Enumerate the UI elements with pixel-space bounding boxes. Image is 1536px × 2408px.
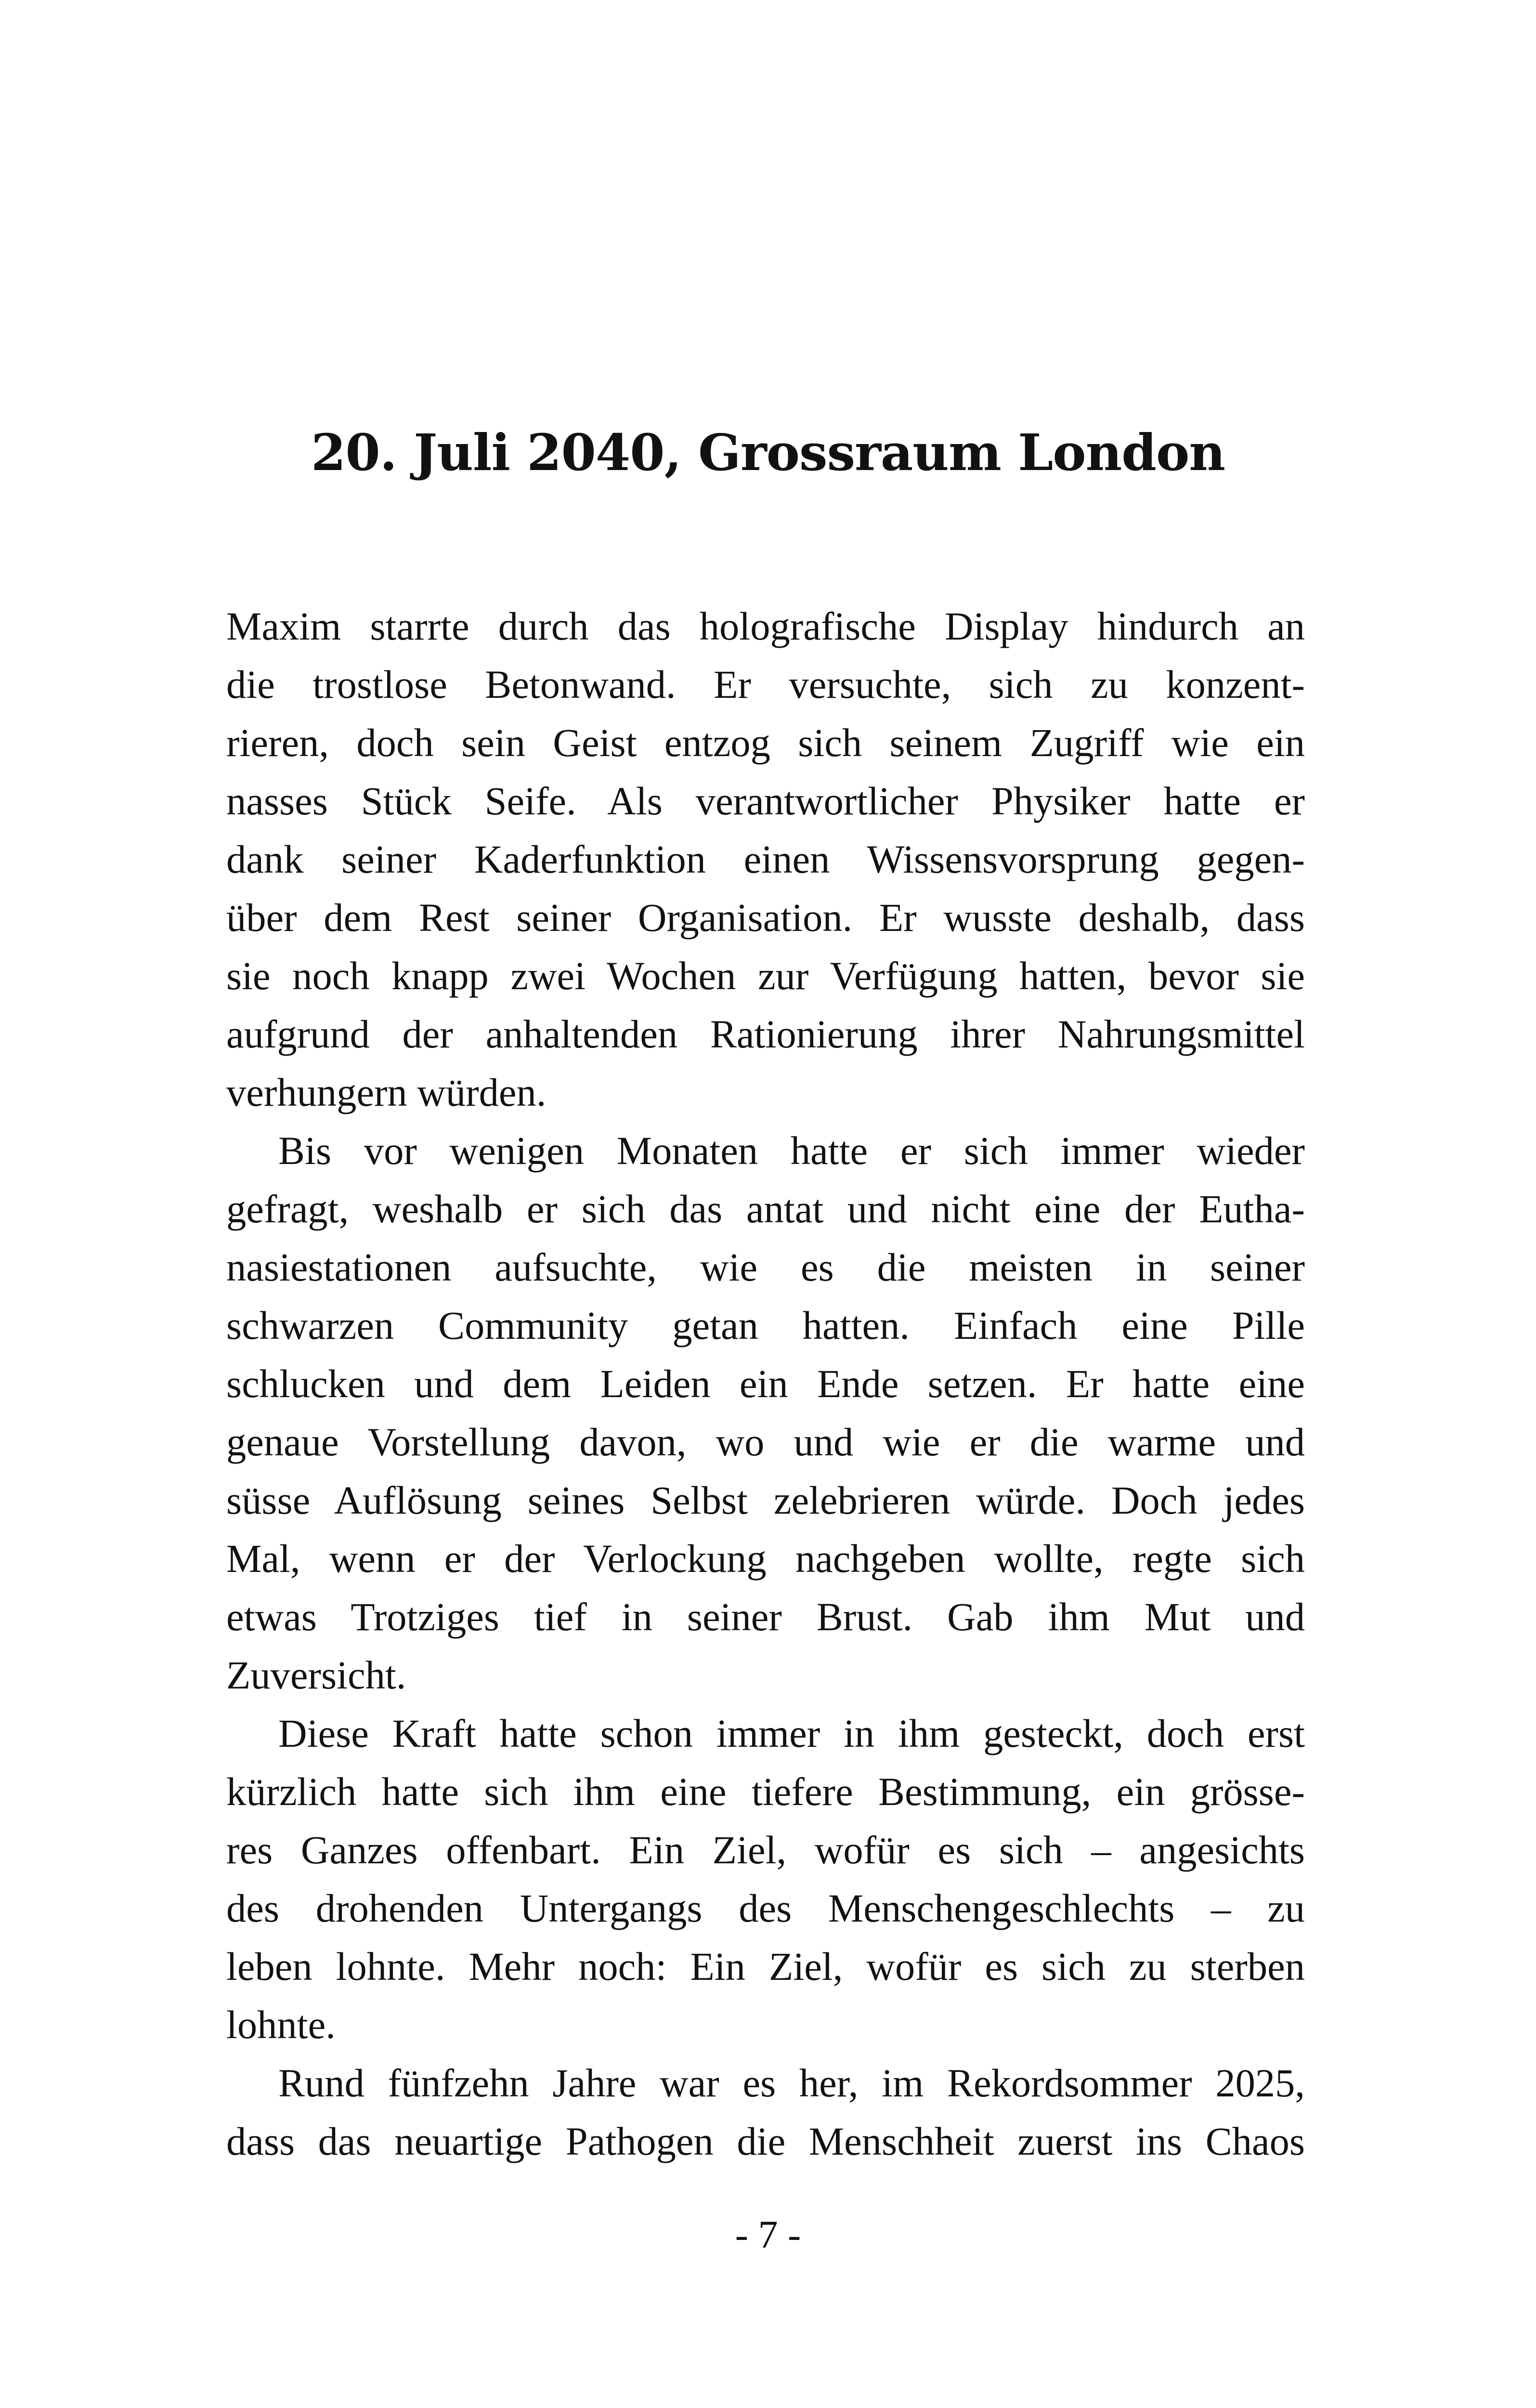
text-line: aufgrund der anhaltenden Rationierung ihrer Nahrungsmittel (226, 1012, 1305, 1056)
text-line: etwas Trotziges tief in seiner Brust. Gab ihm Mut und (226, 1595, 1305, 1639)
chapter-title: 20. Juli 2040, Grossraum London (311, 423, 1225, 482)
text-line: lohnte. (226, 2002, 336, 2047)
text-line: schwarzen Community getan hatten. Einfach eine Pille (226, 1303, 1305, 1348)
text-line: dass das neuartige Pathogen die Menschheit zuerst ins Chaos (226, 2119, 1305, 2163)
text-line: schlucken und dem Leiden ein Ende setzen. Er hatte eine (226, 1361, 1305, 1406)
text-line: des drohenden Untergangs des Menschengeschlechts – zu (226, 1886, 1305, 1930)
text-line: res Ganzes offenbart. Ein Ziel, wofür es sich – angesichts (226, 1828, 1305, 1872)
text-line: gefragt, weshalb er sich das antat und nicht eine der Eutha- (226, 1187, 1305, 1231)
body-text (226, 597, 1305, 2171)
page-number: - 7 - (735, 2212, 801, 2256)
text-line: kürzlich hatte sich ihm eine tiefere Bestimmung, ein grösse- (226, 1769, 1305, 1814)
text-line: genaue Vorstellung davon, wo und wie er die warme und (226, 1420, 1305, 1464)
text-line: sie noch knapp zwei Wochen zur Verfügung hatten, bevor sie (226, 954, 1305, 998)
text-line: verhungern würden. (226, 1070, 547, 1114)
text-line: Mal, wenn er der Verlockung nachgeben wollte, regte sich (226, 1536, 1305, 1581)
text-line: nasses Stück Seife. Als verantwortlicher Physiker hatte er (226, 779, 1305, 823)
text-line: Rund fünfzehn Jahre war es her, im Rekordsommer 2025, (278, 2061, 1305, 2105)
text-line: Maxim starrte durch das holografische Display hindurch an (226, 604, 1305, 648)
text-line: rieren, doch sein Geist entzog sich seinem Zugriff wie ein (226, 720, 1305, 765)
text-line: dank seiner Kaderfunktion einen Wissensvorsprung gegen- (226, 837, 1305, 881)
text-line: süsse Auflösung seines Selbst zelebrieren würde. Doch jedes (226, 1478, 1305, 1522)
text-line: über dem Rest seiner Organisation. Er wusste deshalb, dass (226, 895, 1305, 940)
text-line: Bis vor wenigen Monaten hatte er sich immer wieder (278, 1128, 1305, 1173)
text-line: die trostlose Betonwand. Er versuchte, sich zu konzent- (226, 662, 1305, 707)
text-line: Diese Kraft hatte schon immer in ihm gesteckt, doch erst (278, 1711, 1305, 1755)
text-line: leben lohnte. Mehr noch: Ein Ziel, wofür es sich zu sterben (226, 1944, 1305, 1989)
text-line: nasiestationen aufsuchte, wie es die meisten in seiner (226, 1245, 1305, 1289)
text-line: Zuversicht. (226, 1653, 406, 1697)
